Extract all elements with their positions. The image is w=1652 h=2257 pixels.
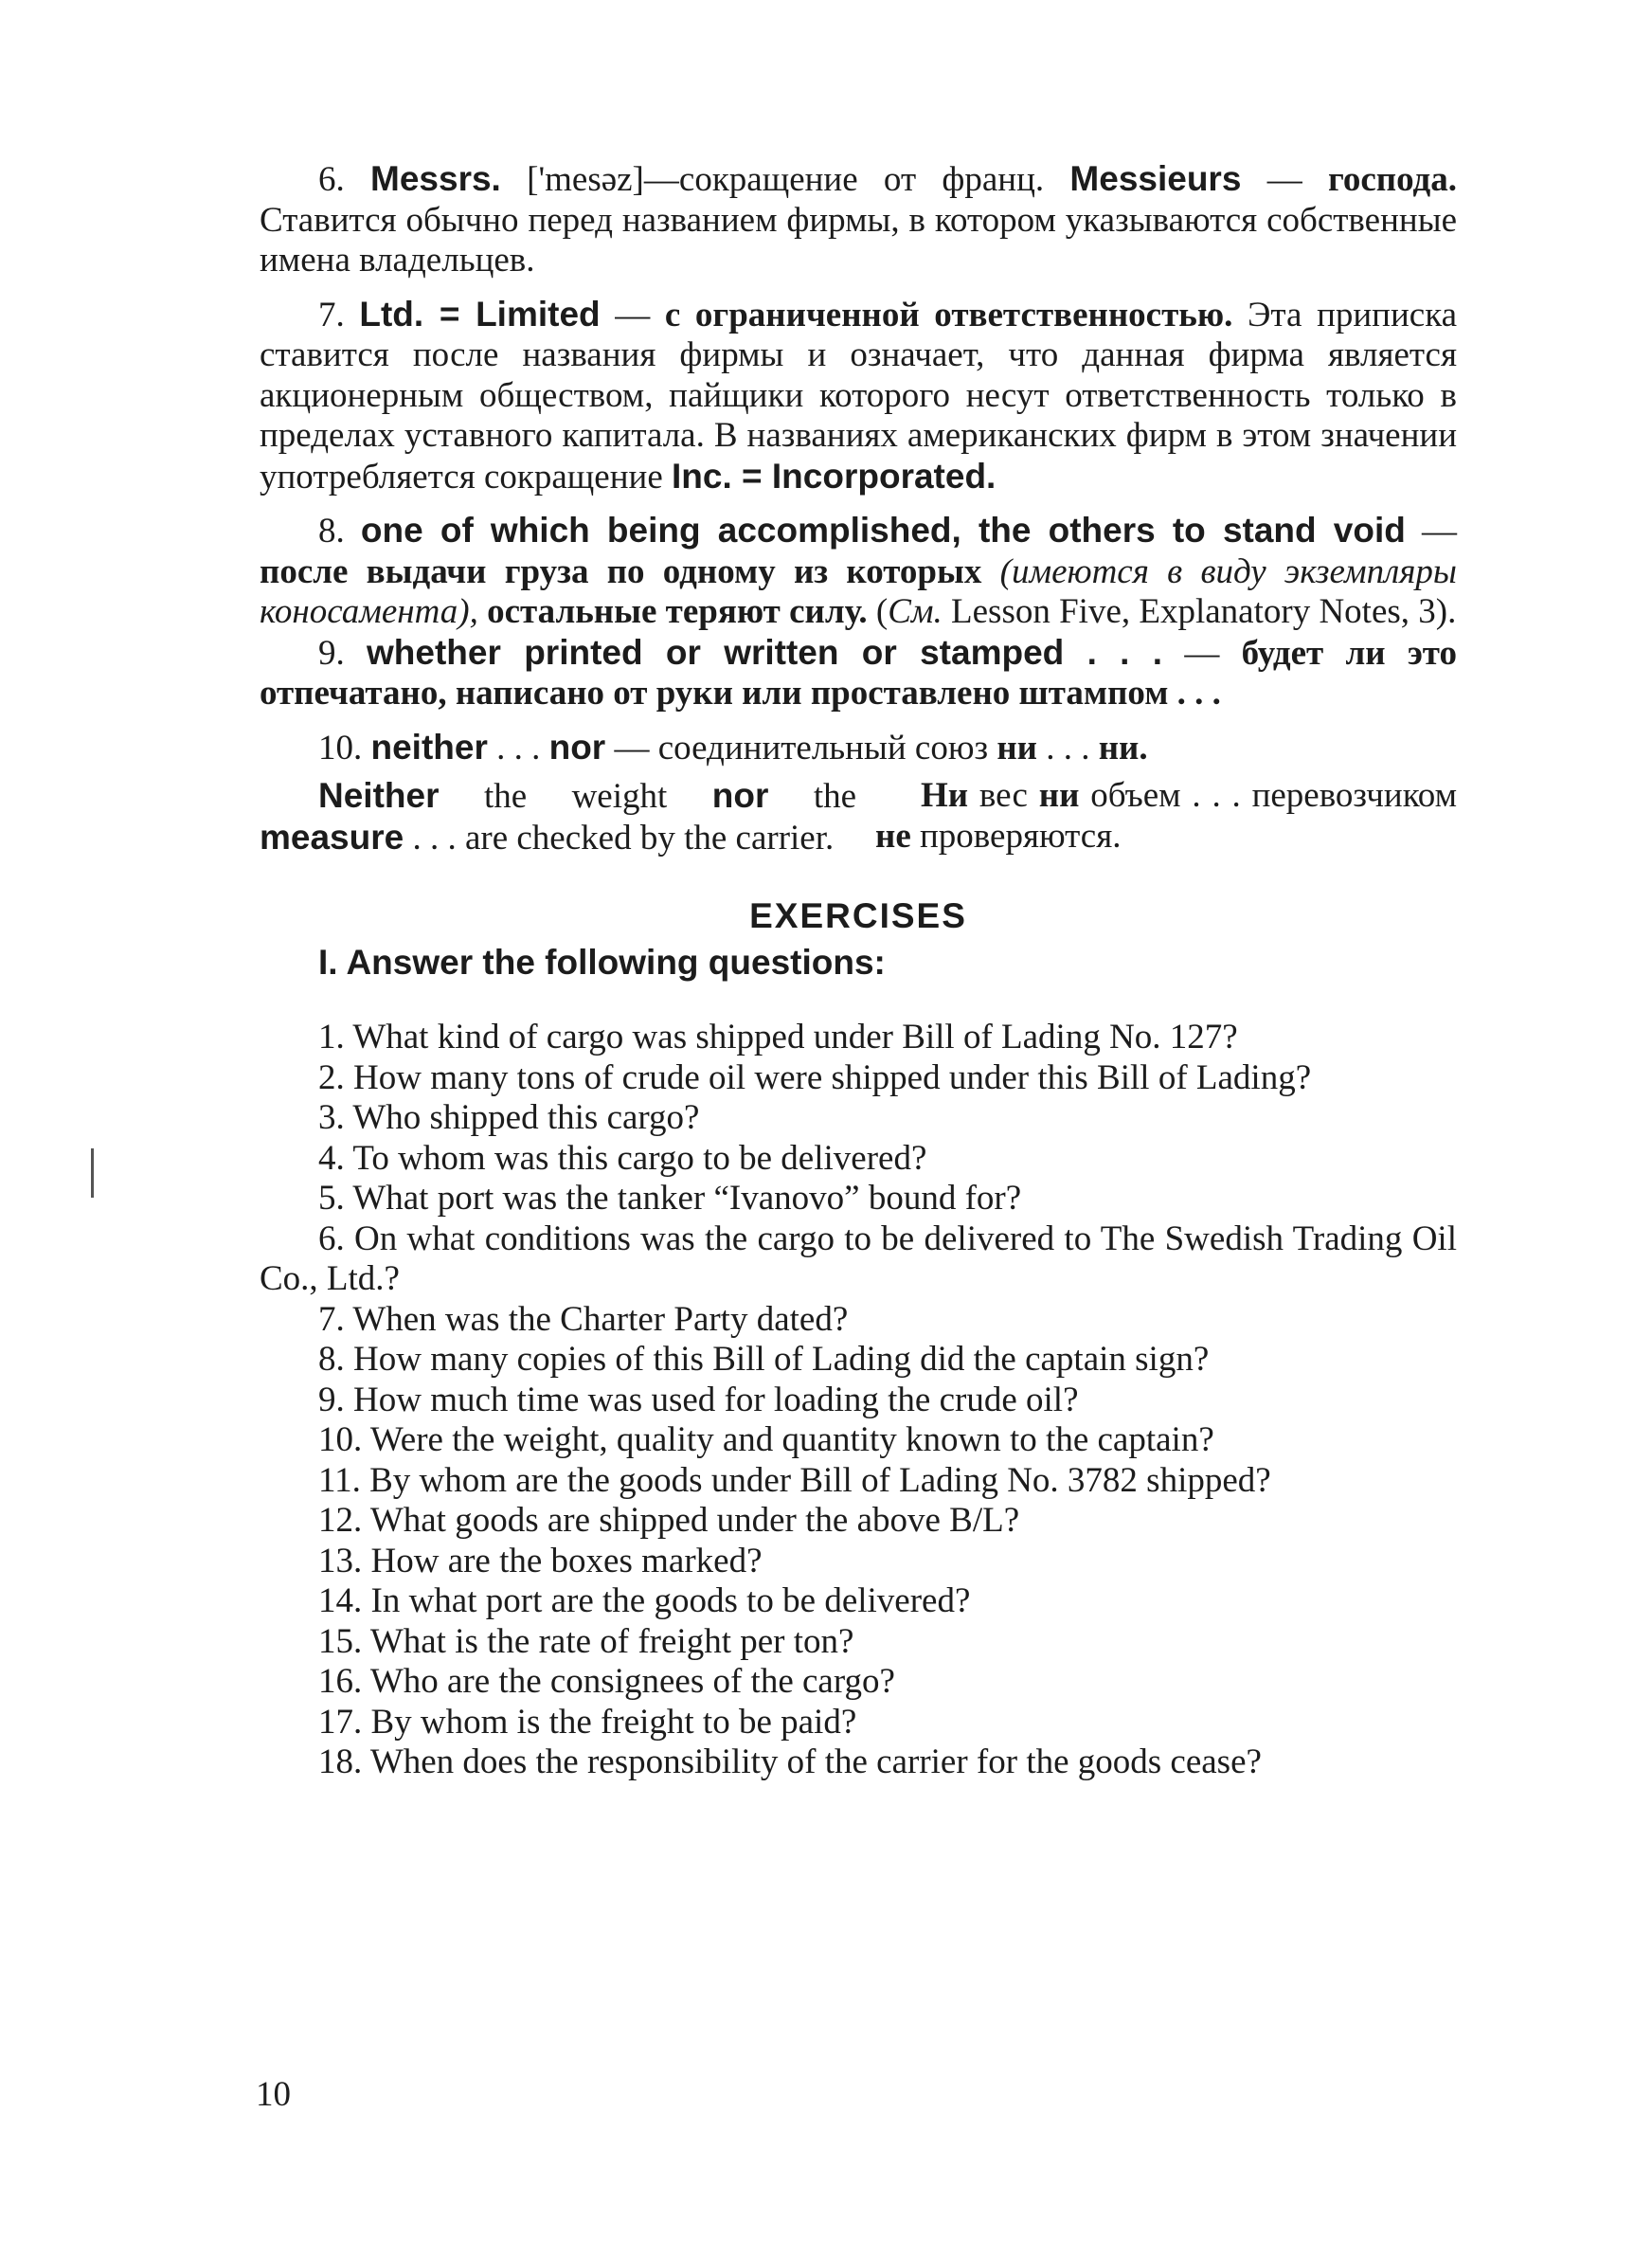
note-8: 8. one of which being accomplished, the others to stand void — после выдачи груза по одному из которых (имеются в виду экземпляры коносамента), остальные теряют силу. (См. Lesson Five, Explanatory Notes, 3).: [260, 511, 1457, 631]
question-item: 18. When does the responsibility of the carrier for the goods cease?: [318, 1742, 1262, 1781]
page-number: 10: [256, 2075, 291, 2114]
page-content: [260, 159, 1457, 1783]
question-item: 13. How are the boxes marked?: [318, 1541, 763, 1580]
exercises-heading: EXERCISES: [749, 896, 967, 935]
question-item: 8. How many copies of this Bill of Lading did the captain sign?: [318, 1340, 1210, 1379]
note-6: 6. Messrs. ['mesəz]—сокращение от франц. Messieurs — господа. Ставится обычно перед названием фирмы, в котором указываются собственные имена владельцев.: [260, 159, 1458, 280]
note-7: 7. Ltd. = Limited — с ограниченной ответственностью. Эта приписка ставится после названия фирмы и означает, что данная фирма является акционерным обществом, пайщики которого несут ответственность только в пределах уставного капитала. В названиях американских фирм в этом значении употребляется сокращение Inc. = Incorporated.: [260, 294, 1458, 497]
note-9: 9. whether printed or written or stamped . . . — будет ли это отпечатано, написано от руки или проставлено штампом . . .: [260, 632, 1457, 713]
question-item: 17. By whom is the freight to be paid?: [318, 1702, 857, 1742]
question-item: 14. In what port are the goods to be delivered?: [318, 1581, 971, 1620]
question-item: 1. What kind of cargo was shipped under Bill of Lading No. 127?: [318, 1018, 1238, 1056]
note-10: 10. neither . . . nor — соединительный союз ни . . . ни.: [318, 727, 1148, 767]
question-item: 9. How much time was used for loading the crude oil?: [318, 1380, 1079, 1419]
task-title: I. Answer the following questions:: [318, 942, 886, 982]
question-item: 3. Who shipped this cargo?: [318, 1098, 700, 1137]
question-item: 16. Who are the consignees of the cargo?: [318, 1662, 895, 1701]
questions-list: [260, 1018, 1457, 1783]
question-item: 10. Were the weight, quality and quantity known to the captain?: [318, 1420, 1214, 1459]
question-item: 6. On what conditions was the cargo to be delivered to The Swedish Trading Oil Co., Ltd.?: [260, 1219, 1457, 1298]
question-item: 5. What port was the tanker “Ivanovo” bound for?: [318, 1179, 1022, 1218]
question-item: 4. To whom was this cargo to be delivered?: [318, 1138, 927, 1178]
example-table: [260, 776, 1457, 858]
example-russian: Ни вес ни объем . . . перевозчиком не проверяются.: [875, 776, 1458, 856]
question-item: 7. When was the Charter Party dated?: [318, 1299, 849, 1339]
question-item: 11. By whom are the goods under Bill of Lading No. 3782 shipped?: [318, 1460, 1271, 1500]
question-item: 2. How many tons of crude oil were shipped under this Bill of Lading?: [318, 1057, 1312, 1097]
example-english: Neither the weight nor the measure . . . are checked by the carrier.: [260, 776, 857, 858]
margin-mark: [91, 1148, 94, 1198]
question-item: 15. What is the rate of freight per ton?: [318, 1621, 854, 1661]
question-item: 12. What goods are shipped under the above B/L?: [318, 1501, 1020, 1540]
